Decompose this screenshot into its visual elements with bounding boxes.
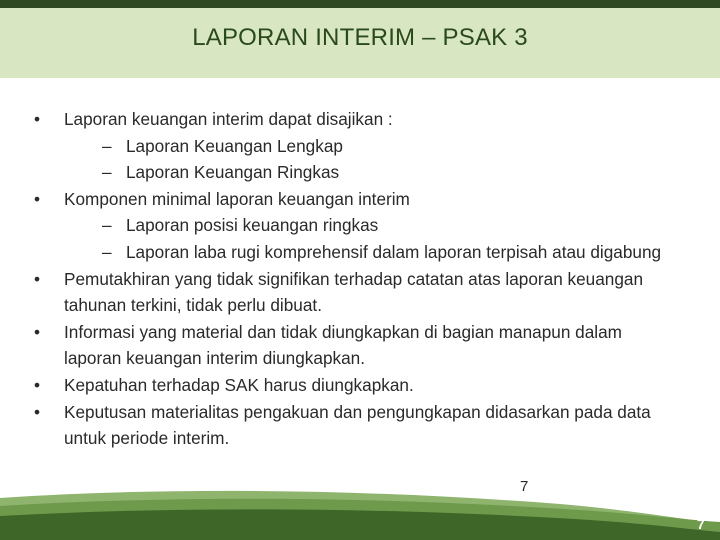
sub-item [64, 239, 674, 266]
bullet-marker: • [34, 268, 41, 289]
dash-marker: – [102, 162, 112, 183]
bullet-text: Pemutakhiran yang tidak signifikan terhadap catatan atas laporan keuangan tahunan terkini, tidak perlu dibuat. [64, 268, 644, 316]
sub-item [64, 212, 674, 239]
bullet-text: Kepatuhan terhadap SAK harus diungkapkan. [64, 374, 414, 395]
bullet-item [34, 186, 674, 266]
bullet-item [34, 399, 674, 452]
sub-list [64, 212, 674, 265]
top-strip [0, 0, 720, 8]
bullet-text: Informasi yang material dan tidak diungkapkan di bagian manapun dalam laporan keuangan interim diungkapkan. [64, 321, 622, 369]
sub-text: Laporan Keuangan Ringkas [126, 162, 340, 183]
bullet-marker: • [34, 109, 41, 129]
bullet-text: Keputusan materialitas pengakuan dan pengungkapan didasarkan pada data untuk periode interim. [64, 401, 651, 449]
bullet-item [34, 266, 674, 319]
sub-item [64, 133, 674, 160]
sub-text: Laporan laba rugi komprehensif dalam laporan terpisah atau digabung [126, 241, 662, 262]
dash-marker: – [102, 241, 112, 262]
bullet-marker: • [34, 321, 41, 342]
dash-marker: – [102, 215, 112, 236]
sub-text: Laporan posisi keuangan ringkas [126, 215, 379, 236]
bullet-marker: • [34, 401, 41, 422]
slide-title: LAPORAN INTERIM – PSAK 3 [192, 24, 528, 51]
bullet-item [34, 106, 674, 186]
page-number: 7 [520, 478, 529, 495]
page-number-corner: 7 [697, 516, 705, 532]
bullet-list [34, 106, 674, 452]
bullet-text: Laporan keuangan interim dapat disajikan : [64, 109, 393, 129]
bullet-item [34, 372, 674, 399]
footer-wave [0, 480, 720, 540]
sub-list [64, 133, 674, 186]
sub-item [64, 159, 674, 186]
bullet-text: Komponen minimal laporan keuangan interim [64, 188, 410, 209]
bullet-marker: • [34, 374, 41, 395]
bullet-item [34, 319, 674, 372]
dash-marker: – [102, 135, 112, 156]
bullet-marker: • [34, 188, 41, 209]
slide-content [34, 106, 674, 452]
sub-text: Laporan Keuangan Lengkap [126, 135, 343, 156]
